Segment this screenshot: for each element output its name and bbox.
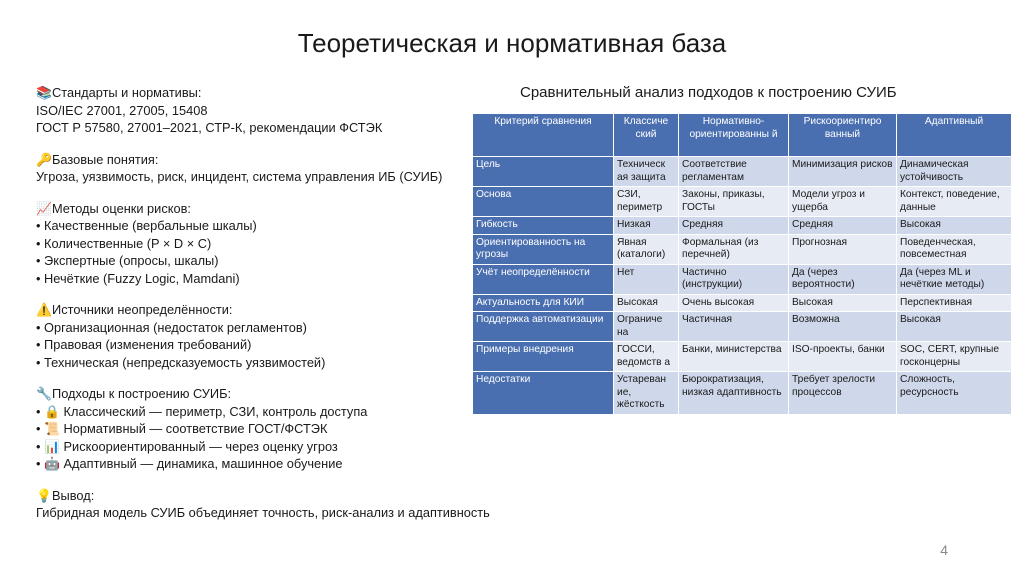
standards-block — [36, 84, 456, 137]
approaches-heading: Подходы к построению СУИБ: — [52, 386, 232, 401]
table-cell: Сложность, ресурсность — [897, 372, 1012, 415]
methods-heading: Методы оценки рисков: — [52, 200, 191, 216]
table-cell: ISO-проекты, банки — [789, 342, 897, 372]
table-cell: Очень высокая — [679, 294, 789, 312]
table-cell: Частичная — [679, 312, 789, 342]
page-number: 4 — [940, 542, 948, 558]
basics-line: Угроза, уязвимость, риск, инцидент, система управления ИБ (СУИБ) — [36, 169, 443, 184]
table-row — [473, 187, 1012, 217]
table-cell: Низкая — [614, 217, 679, 235]
table-cell: Формальная (из перечней) — [679, 234, 789, 264]
table-row — [473, 264, 1012, 294]
table-cell: Минимизация рисков — [789, 157, 897, 187]
comparison-table — [472, 113, 1012, 415]
header-classic: Классиче ский — [614, 114, 679, 157]
table-cell: Высокая — [614, 294, 679, 312]
standards-heading: Стандарты и нормативы: — [52, 85, 202, 100]
table-cell: Нет — [614, 264, 679, 294]
conclusion-heading: Вывод: — [52, 487, 95, 503]
basics-heading: Базовые понятия: — [52, 151, 159, 167]
table-cell: Устареван ие, жёсткость — [614, 372, 679, 415]
sources-line: • Техническая (непредсказуемость уязвимостей) — [36, 354, 326, 370]
sources-heading: Источники неопределённости: — [52, 302, 233, 317]
methods-line: • Количественные (P × D × C) — [36, 235, 212, 251]
table-cell: СЗИ, периметр — [614, 187, 679, 217]
chart-up-icon: 📈 — [36, 200, 52, 216]
methods-line: • Качественные (вербальные шкалы) — [36, 218, 257, 233]
books-icon: 📚 — [36, 85, 52, 100]
criterion-cell: Учёт неопределённости — [473, 264, 614, 294]
table-cell: Высокая — [897, 312, 1012, 342]
methods-block — [36, 200, 456, 288]
table-row — [473, 342, 1012, 372]
conclusion-block — [36, 487, 490, 522]
table-header-row — [473, 114, 1012, 157]
criterion-cell: Гибкость — [473, 217, 614, 235]
table-row — [473, 157, 1012, 187]
approaches-line: • 📜 Нормативный — соответствие ГОСТ/ФСТЭК — [36, 421, 328, 436]
table-cell: Контекст, поведение, данные — [897, 187, 1012, 217]
basics-block — [36, 151, 456, 186]
table-row — [473, 372, 1012, 415]
table-cell: Средняя — [789, 217, 897, 235]
criterion-cell: Актуальность для КИИ — [473, 294, 614, 312]
lightbulb-icon: 💡 — [36, 487, 52, 503]
header-adaptive: Адаптивный — [897, 114, 1012, 157]
approaches-block — [36, 385, 456, 473]
criterion-cell: Ориентированность на угрозы — [473, 234, 614, 264]
table-cell: Динамическая устойчивость — [897, 157, 1012, 187]
table-cell: Бюрократизация, низкая адаптивность — [679, 372, 789, 415]
approaches-line: • 📊 Рискоориентированный — через оценку угроз — [36, 438, 338, 454]
warning-icon: ⚠️ — [36, 302, 52, 317]
table-cell: Модели угроз и ущерба — [789, 187, 897, 217]
header-normative: Нормативно-ориентированны й — [679, 114, 789, 157]
table-cell: Перспективная — [897, 294, 1012, 312]
table-row — [473, 217, 1012, 235]
criterion-cell: Цель — [473, 157, 614, 187]
table-cell: SOC, CERT, крупные госконцерны — [897, 342, 1012, 372]
criterion-cell: Основа — [473, 187, 614, 217]
table-cell: Высокая — [897, 217, 1012, 235]
criterion-cell: Недостатки — [473, 372, 614, 415]
table-caption: Сравнительный анализ подходов к построению СУИБ — [520, 84, 897, 101]
sources-line: • Правовая (изменения требований) — [36, 337, 252, 352]
methods-line: • Нечёткие (Fuzzy Logic, Mamdani) — [36, 270, 240, 286]
sources-block — [36, 301, 456, 371]
approaches-line: • 🤖 Адаптивный — динамика, машинное обучение — [36, 456, 343, 471]
table-cell: Поведенческая, повсеместная — [897, 234, 1012, 264]
table-cell: Ограниче на — [614, 312, 679, 342]
table-cell: Частично (инструкции) — [679, 264, 789, 294]
header-risk: Рискоориентиро ванный — [789, 114, 897, 157]
sources-line: • Организационная (недостаток регламентов) — [36, 319, 307, 335]
table-row — [473, 312, 1012, 342]
table-cell: Явная (каталоги) — [614, 234, 679, 264]
criterion-cell: Поддержка автоматизации — [473, 312, 614, 342]
table-cell: Средняя — [679, 217, 789, 235]
table-row — [473, 294, 1012, 312]
table-cell: Возможна — [789, 312, 897, 342]
wrench-icon: 🔧 — [36, 386, 52, 401]
table-cell: Прогнозная — [789, 234, 897, 264]
table-cell: Да (через ML и нечёткие методы) — [897, 264, 1012, 294]
table-cell: Банки, министерства — [679, 342, 789, 372]
conclusion-line: Гибридная модель СУИБ объединяет точность, риск-анализ и адаптивность — [36, 505, 490, 520]
table-cell: Техническ ая защита — [614, 157, 679, 187]
standards-line: ГОСТ Р 57580, 27001–2021, СТР-К, рекомендации ФСТЭК — [36, 120, 383, 135]
table-row — [473, 234, 1012, 264]
table-cell: Высокая — [789, 294, 897, 312]
key-icon: 🔑 — [36, 151, 52, 167]
table-cell: Требует зрелости процессов — [789, 372, 897, 415]
methods-line: • Экспертные (опросы, шкалы) — [36, 253, 219, 268]
table-cell: Соответствие регламентам — [679, 157, 789, 187]
table-cell: Законы, приказы, ГОСТы — [679, 187, 789, 217]
table-cell: ГОССИ, ведомств а — [614, 342, 679, 372]
criterion-cell: Примеры внедрения — [473, 342, 614, 372]
standards-line: ISO/IEC 27001, 27005, 15408 — [36, 102, 208, 118]
header-criterion: Критерий сравнения — [473, 114, 614, 157]
slide-title: Теоретическая и нормативная база — [297, 28, 727, 58]
approaches-line: • 🔒 Классический — периметр, СЗИ, контроль доступа — [36, 403, 368, 419]
table-cell: Да (через вероятности) — [789, 264, 897, 294]
